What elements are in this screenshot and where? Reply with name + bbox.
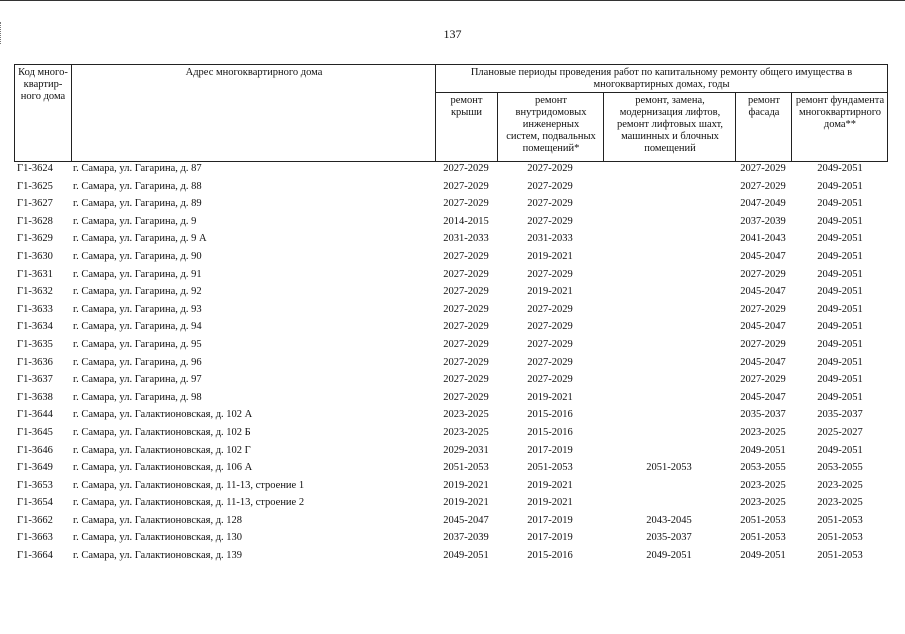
cell-systems: 2019-2021: [527, 250, 573, 262]
header-divider-lifts: [735, 92, 736, 161]
cell-address: г. Самара, ул. Галактионовская, д. 139: [73, 550, 243, 562]
header-facade: ремонт фасада: [747, 95, 780, 118]
cell-roof: 2019-2021: [443, 497, 489, 509]
table-body: [14, 160, 888, 565]
cell-foundation: 2049-2051: [817, 250, 863, 262]
cell-systems: 2015-2016: [527, 550, 573, 562]
cell-roof: 2027-2029: [443, 250, 489, 262]
cell-roof: 2027-2029: [443, 391, 489, 403]
table-row: [14, 283, 888, 301]
cell-facade: 2027-2029: [740, 180, 786, 192]
cell-lifts: 2051-2053: [646, 462, 692, 474]
cell-address: г. Самара, ул. Гагарина, д. 87: [73, 163, 202, 174]
cell-roof: 2029-2031: [443, 444, 489, 456]
cell-address: г. Самара, ул. Гагарина, д. 96: [73, 356, 202, 368]
cell-address: г. Самара, ул. Гагарина, д. 88: [73, 180, 202, 192]
cell-roof: 2037-2039: [443, 532, 489, 544]
cell-code: Г1-3646: [17, 444, 53, 456]
header-lifts: ремонт, замена, модернизация лифтов, ремонт лифтовых шахт, машинных и блочных помещений: [616, 95, 724, 154]
table-row: [14, 529, 888, 547]
cell-facade: 2045-2047: [740, 250, 786, 262]
cell-facade: 2023-2025: [740, 479, 786, 491]
cell-facade: 2041-2043: [740, 233, 786, 245]
cell-address: г. Самара, ул. Гагарина, д. 90: [73, 250, 202, 262]
cell-address: г. Самара, ул. Галактионовская, д. 106 А: [73, 462, 253, 474]
cell-facade: 2047-2049: [740, 198, 786, 210]
cell-code: Г1-3631: [17, 268, 53, 280]
header-systems: ремонт внутридомовых инженерных систем, подвальных помещений*: [506, 95, 596, 154]
table-row: [14, 547, 888, 565]
cell-systems: 2017-2019: [527, 532, 573, 544]
cell-address: г. Самара, ул. Галактионовская, д. 102 Г: [73, 444, 251, 456]
cell-systems: 2019-2021: [527, 391, 573, 403]
cell-foundation: 2051-2053: [817, 514, 863, 526]
cell-foundation: 2051-2053: [817, 532, 863, 544]
cell-systems: 2027-2029: [527, 356, 573, 368]
cell-roof: 2027-2029: [443, 374, 489, 386]
cell-roof: 2023-2025: [443, 409, 489, 421]
cell-foundation: 2049-2051: [817, 286, 863, 298]
cell-lifts: 2043-2045: [646, 514, 692, 526]
cell-foundation: 2049-2051: [817, 163, 863, 174]
table-row: [14, 160, 888, 178]
cell-facade: 2023-2025: [740, 497, 786, 509]
table-row: [14, 318, 888, 336]
cell-address: г. Самара, ул. Галактионовская, д. 102 Б: [73, 426, 251, 438]
cell-roof: 2023-2025: [443, 426, 489, 438]
cell-facade: 2045-2047: [740, 391, 786, 403]
cell-systems: 2027-2029: [527, 321, 573, 333]
cell-code: Г1-3662: [17, 514, 53, 526]
cell-address: г. Самара, ул. Гагарина, д. 97: [73, 374, 202, 386]
cell-address: г. Самара, ул. Галактионовская, д. 130: [73, 532, 243, 544]
cell-foundation: 2035-2037: [817, 409, 863, 421]
cell-address: г. Самара, ул. Гагарина, д. 93: [73, 303, 202, 315]
table-row: [14, 389, 888, 407]
cell-lifts: 2035-2037: [646, 532, 692, 544]
cell-code: Г1-3654: [17, 497, 53, 509]
cell-facade: 2053-2055: [740, 462, 786, 474]
cell-roof: 2027-2029: [443, 268, 489, 280]
cell-foundation: 2049-2051: [817, 391, 863, 403]
table-row: [14, 336, 888, 354]
cell-code: Г1-3644: [17, 409, 53, 421]
cell-code: Г1-3663: [17, 532, 53, 544]
cell-roof: 2019-2021: [443, 479, 489, 491]
cell-code: Г1-3624: [17, 163, 53, 174]
cell-facade: 2027-2029: [740, 303, 786, 315]
cell-address: г. Самара, ул. Гагарина, д. 9: [73, 215, 197, 227]
cell-code: Г1-3638: [17, 391, 53, 403]
cell-address: г. Самара, ул. Гагарина, д. 9 А: [73, 233, 207, 245]
cell-systems: 2015-2016: [527, 426, 573, 438]
table-row: [14, 406, 888, 424]
cell-code: Г1-3635: [17, 338, 53, 350]
cell-facade: 2023-2025: [740, 426, 786, 438]
table-row: [14, 195, 888, 213]
cell-facade: 2045-2047: [740, 286, 786, 298]
cell-facade: 2045-2047: [740, 321, 786, 333]
cell-foundation: 2049-2051: [817, 180, 863, 192]
cell-systems: 2017-2019: [527, 514, 573, 526]
table-row: [14, 178, 888, 196]
cell-systems: 2027-2029: [527, 338, 573, 350]
cell-systems: 2031-2033: [527, 233, 573, 245]
header-roof: ремонт крыши: [450, 95, 483, 118]
cell-facade: 2037-2039: [740, 215, 786, 227]
cell-systems: 2027-2029: [527, 374, 573, 386]
table-row: [14, 371, 888, 389]
cell-code: Г1-3633: [17, 303, 53, 315]
cell-code: Г1-3628: [17, 215, 53, 227]
cell-foundation: 2053-2055: [817, 462, 863, 474]
cell-facade: 2027-2029: [740, 268, 786, 280]
cell-code: Г1-3664: [17, 550, 53, 562]
header-border-left: [14, 65, 15, 161]
cell-roof: 2027-2029: [443, 163, 489, 174]
table-row: [14, 301, 888, 319]
cell-foundation: 2023-2025: [817, 497, 863, 509]
cell-address: г. Самара, ул. Гагарина, д. 89: [73, 198, 202, 210]
cell-code: Г1-3630: [17, 250, 53, 262]
cell-systems: 2027-2029: [527, 268, 573, 280]
cell-address: г. Самара, ул. Галактионовская, д. 102 А: [73, 409, 253, 421]
cell-facade: 2035-2037: [740, 409, 786, 421]
cell-systems: 2019-2021: [527, 286, 573, 298]
cell-systems: 2015-2016: [527, 409, 573, 421]
header-divider-roof: [497, 92, 498, 161]
cell-address: г. Самара, ул. Гагарина, д. 94: [73, 321, 202, 333]
cell-roof: 2027-2029: [443, 180, 489, 192]
cell-facade: 2027-2029: [740, 163, 786, 174]
table-row: [14, 248, 888, 266]
header-address: Адрес многоквартирного дома: [185, 67, 323, 78]
cell-address: г. Самара, ул. Гагарина, д. 91: [73, 268, 202, 280]
cell-facade: 2051-2053: [740, 532, 786, 544]
cell-foundation: 2049-2051: [817, 338, 863, 350]
table-row: [14, 494, 888, 512]
header-divider-address: [435, 65, 436, 161]
cell-systems: 2027-2029: [527, 215, 573, 227]
cell-foundation: 2049-2051: [817, 198, 863, 210]
table-row: [14, 512, 888, 530]
cell-facade: 2049-2051: [740, 550, 786, 562]
cell-facade: 2049-2051: [740, 444, 786, 456]
table-row: [14, 459, 888, 477]
cell-foundation: 2051-2053: [817, 550, 863, 562]
header-foundation: ремонт фундамента многоквартирного дома**: [795, 95, 885, 130]
cell-code: Г1-3632: [17, 286, 53, 298]
cell-address: г. Самара, ул. Галактионовская, д. 11-13, строение 2: [73, 497, 305, 509]
cell-address: г. Самара, ул. Гагарина, д. 92: [73, 286, 202, 298]
cell-roof: 2045-2047: [443, 514, 489, 526]
cell-roof: 2027-2029: [443, 198, 489, 210]
table-row: [14, 213, 888, 231]
table-row: [14, 230, 888, 248]
table-row: [14, 477, 888, 495]
cell-code: Г1-3649: [17, 462, 53, 474]
table-header: [14, 64, 888, 162]
cell-roof: 2027-2029: [443, 303, 489, 315]
cell-systems: 2019-2021: [527, 479, 573, 491]
cell-code: Г1-3645: [17, 426, 53, 438]
table-row: [14, 424, 888, 442]
cell-systems: 2051-2053: [527, 462, 573, 474]
header-border-right: [887, 65, 888, 161]
cell-roof: 2027-2029: [443, 321, 489, 333]
cell-foundation: 2049-2051: [817, 444, 863, 456]
cell-roof: 2014-2015: [443, 215, 489, 227]
cell-systems: 2017-2019: [527, 444, 573, 456]
cell-foundation: 2049-2051: [817, 321, 863, 333]
header-periods-underline: [435, 92, 888, 93]
cell-foundation: 2025-2027: [817, 426, 863, 438]
cell-code: Г1-3627: [17, 198, 53, 210]
top-border: [0, 0, 905, 1]
cell-facade: 2027-2029: [740, 374, 786, 386]
cell-address: г. Самара, ул. Гагарина, д. 98: [73, 391, 202, 403]
cell-lifts: 2049-2051: [646, 550, 692, 562]
cell-systems: 2027-2029: [527, 163, 573, 174]
cell-foundation: 2049-2051: [817, 215, 863, 227]
cell-systems: 2027-2029: [527, 180, 573, 192]
cell-roof: 2049-2051: [443, 550, 489, 562]
cell-code: Г1-3634: [17, 321, 53, 333]
cell-foundation: 2049-2051: [817, 374, 863, 386]
cell-foundation: 2049-2051: [817, 233, 863, 245]
cell-roof: 2027-2029: [443, 286, 489, 298]
cell-address: г. Самара, ул. Гагарина, д. 95: [73, 338, 202, 350]
cell-foundation: 2023-2025: [817, 479, 863, 491]
cell-code: Г1-3625: [17, 180, 53, 192]
header-divider-code: [71, 65, 72, 161]
cell-code: Г1-3637: [17, 374, 53, 386]
cell-systems: 2027-2029: [527, 198, 573, 210]
cell-facade: 2027-2029: [740, 338, 786, 350]
header-code: Код много-квартир-ного дома: [18, 67, 68, 102]
page-number: 137: [443, 27, 462, 41]
cell-facade: 2051-2053: [740, 514, 786, 526]
cell-facade: 2045-2047: [740, 356, 786, 368]
table-row: [14, 266, 888, 284]
cell-foundation: 2049-2051: [817, 356, 863, 368]
cell-systems: 2019-2021: [527, 497, 573, 509]
cell-foundation: 2049-2051: [817, 268, 863, 280]
cell-code: Г1-3653: [17, 479, 53, 491]
cell-roof: 2031-2033: [443, 233, 489, 245]
cell-roof: 2027-2029: [443, 338, 489, 350]
cell-address: г. Самара, ул. Галактионовская, д. 128: [73, 514, 243, 526]
cell-systems: 2027-2029: [527, 303, 573, 315]
header-divider-systems: [603, 92, 604, 161]
cell-roof: 2027-2029: [443, 356, 489, 368]
cell-code: Г1-3636: [17, 356, 53, 368]
table-row: [14, 354, 888, 372]
table-row: [14, 442, 888, 460]
header-divider-facade: [791, 92, 792, 161]
header-periods: Плановые периоды проведения работ по капитальному ремонту общего имущества в многоквартирных домах, годы: [470, 67, 853, 90]
cell-code: Г1-3629: [17, 233, 53, 245]
cell-address: г. Самара, ул. Галактионовская, д. 11-13, строение 1: [73, 479, 305, 491]
cell-roof: 2051-2053: [443, 462, 489, 474]
cell-foundation: 2049-2051: [817, 303, 863, 315]
